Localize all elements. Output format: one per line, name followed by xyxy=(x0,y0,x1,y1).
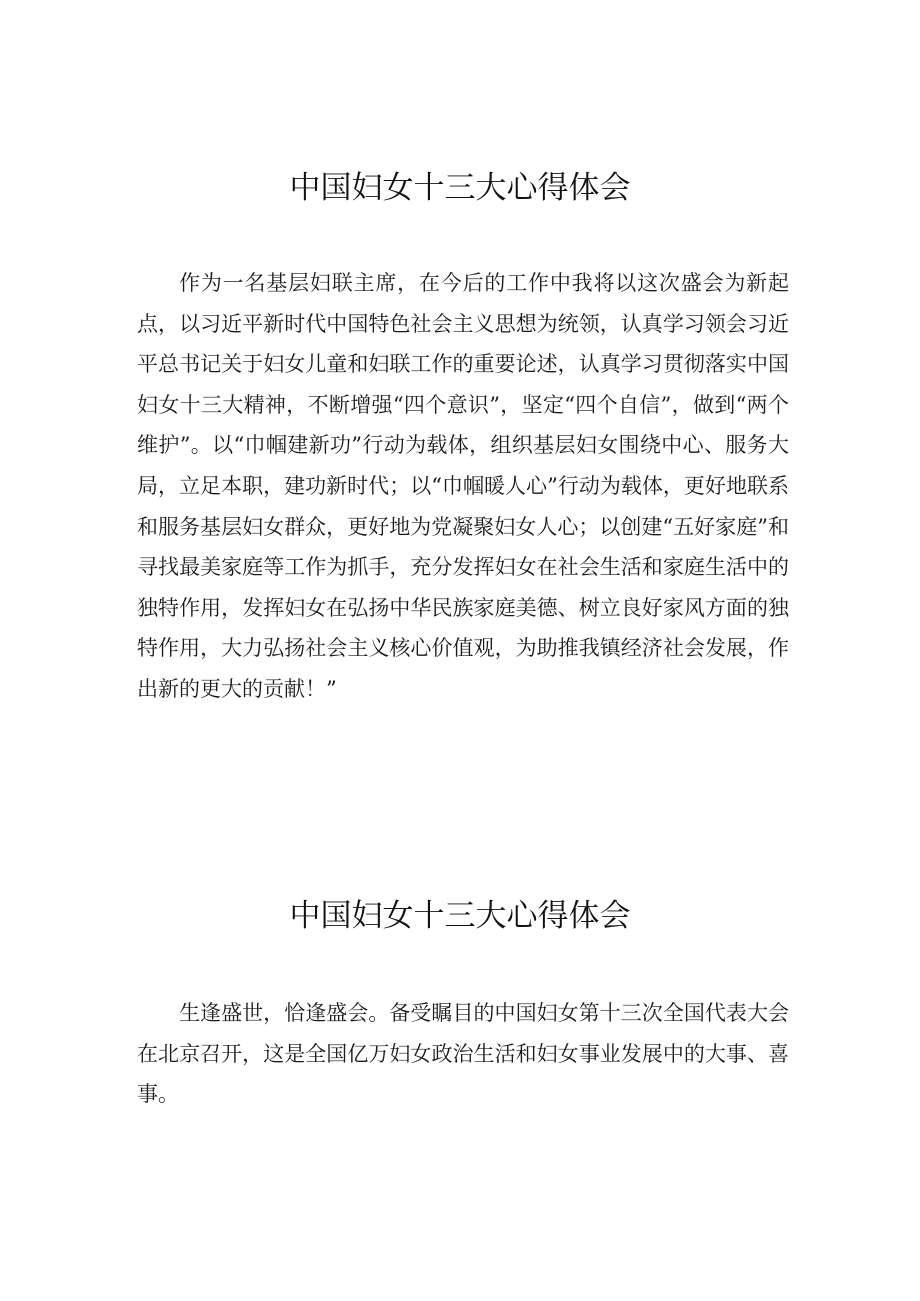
section-title: 中国妇女十三大心得体会 xyxy=(289,898,631,934)
section-paragraph: 作为一名基层妇联主席，在今后的工作中我将以这次盛会为新起点，以习近平新时代中国特色社会主义思想为统领，认真学习领会习近平总书记关于妇女儿童和妇联工作的重要论述，认真学习贯彻落实中国妇女十三大精神，不断增强“四个意识”，坚定“四个自信”，做到“两个维护”。以“巾帼建新功”行动为载体，组织基层妇女围绕中心、服务大局，立足本职，建功新时代；以“巾帼暖人心”行动为载体，更好地联系和服务基层妇女群众，更好地为党凝聚妇女人心；以创建“五好家庭”和寻找最美家庭等工作为抓手，充分发挥妇女在社会生活和家庭生活中的独特作用，发挥妇女在弘扬中华民族家庭美德、树立良好家风方面的独特作用，大力弘扬社会主义核心价值观，为助推我镇经济社会发展，作出新的更大的贡献！” xyxy=(137,271,789,701)
section-title: 中国妇女十三大心得体会 xyxy=(289,170,631,206)
section-paragraph: 生逢盛世，恰逢盛会。备受瞩目的中国妇女第十三次全国代表大会在北京召开，这是全国亿万妇女政治生活和妇女事业发展中的大事、喜事。 xyxy=(137,1001,789,1107)
